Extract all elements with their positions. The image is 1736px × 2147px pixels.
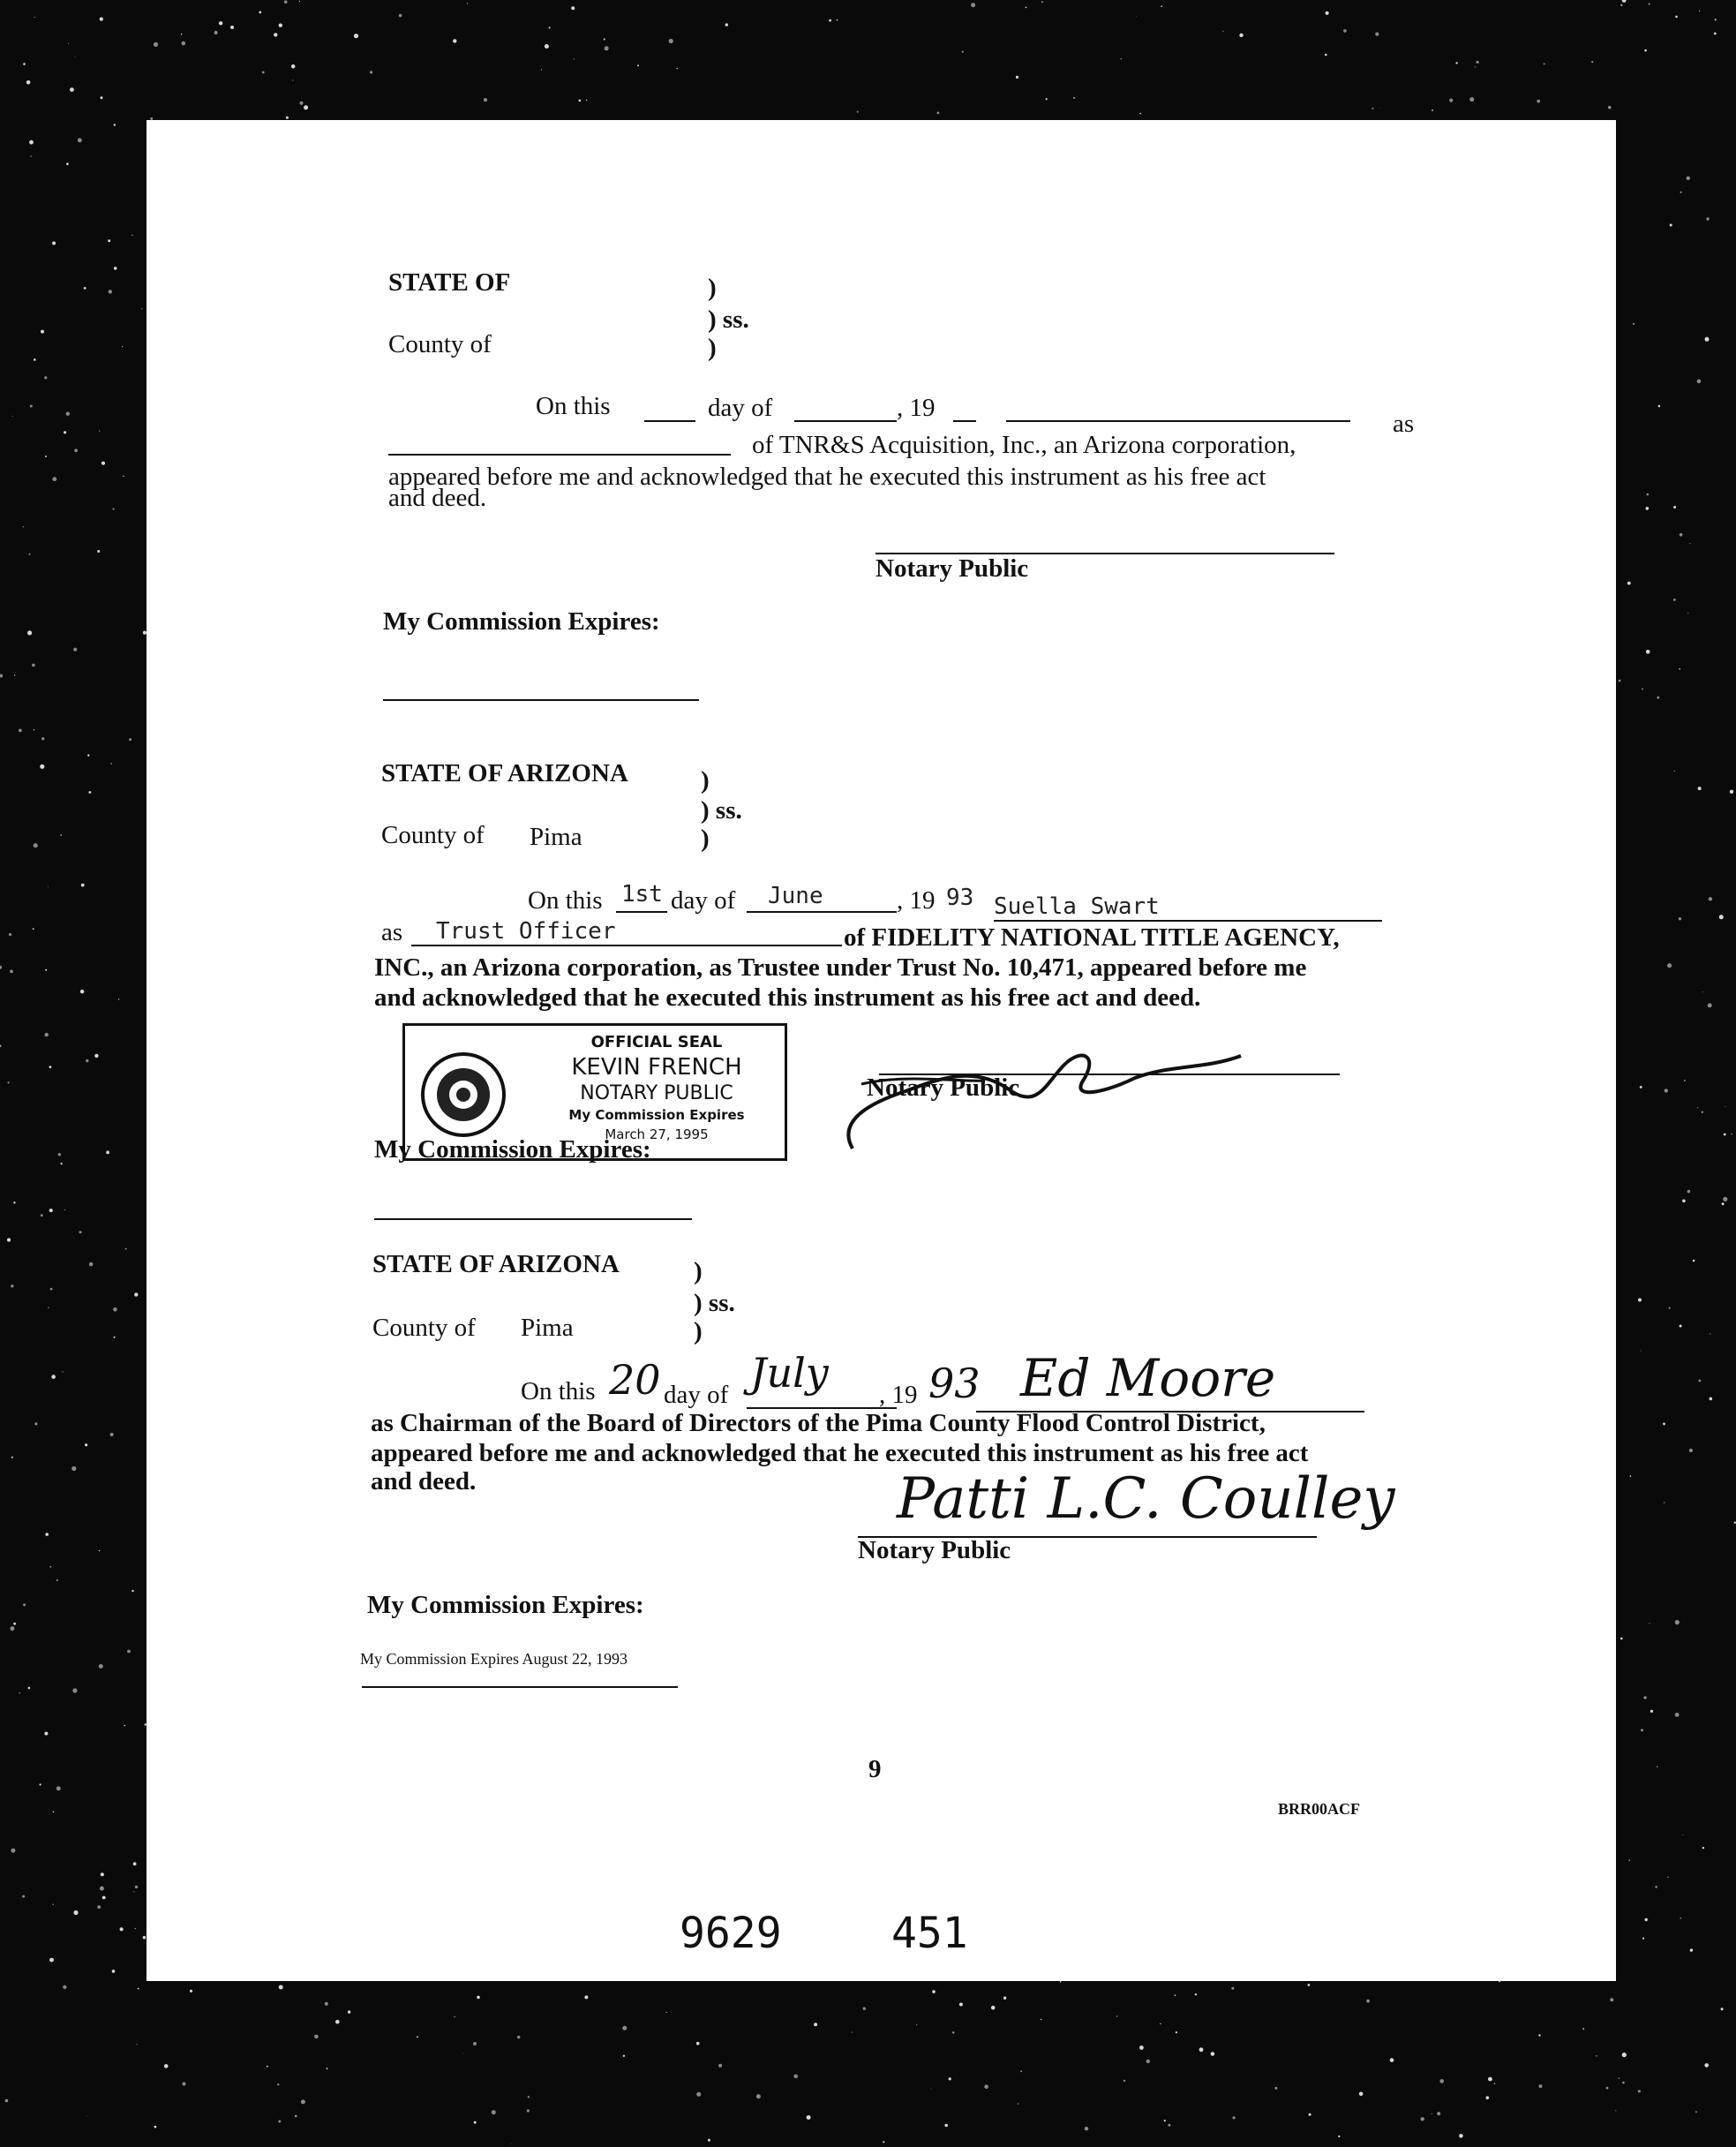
body-line: as Chairman of the Board of Directors of the Pima County Flood Control District, — [371, 1409, 1266, 1437]
county-of-label: County of — [388, 330, 492, 358]
paren: ) — [694, 1317, 703, 1345]
county-of-label: County of — [381, 821, 485, 849]
state-of-arizona-label: STATE OF ARIZONA — [372, 1250, 620, 1278]
notary-public-label: Notary Public — [876, 554, 1029, 583]
year-prefix: , 19 — [897, 394, 936, 422]
as-label: as — [1393, 410, 1415, 438]
on-this-label: On this — [528, 886, 603, 915]
day-of-label: day of — [664, 1381, 729, 1409]
on-this-label: On this — [521, 1377, 596, 1405]
body-line: and deed. — [388, 484, 487, 512]
body-line: of FIDELITY NATIONAL TITLE AGENCY, — [844, 923, 1340, 952]
notary-signature-patti: Patti L.C. Coulley — [897, 1466, 1395, 1532]
seal-expires-label: My Commission Expires — [568, 1107, 745, 1123]
body-line: and deed. — [371, 1467, 477, 1495]
notary-public-label: Notary Public — [858, 1536, 1011, 1564]
notary-public-label: Notary Public — [867, 1074, 1020, 1102]
state-of-label: STATE OF — [388, 268, 511, 297]
ss-label: ) ss. — [694, 1289, 735, 1317]
seal-expires-date: March 27, 1995 — [605, 1126, 709, 1142]
ss-label: ) ss. — [708, 305, 749, 334]
seal-notary-name: KEVIN FRENCH — [571, 1054, 742, 1081]
commission-blank — [383, 699, 699, 701]
month-blank — [794, 420, 897, 422]
commission-blank — [362, 1686, 678, 1688]
state-seal-emblem — [410, 1043, 516, 1141]
day-value: 20 — [609, 1356, 661, 1404]
day-value: 1st — [621, 881, 663, 908]
seal-heading: OFFICIAL SEAL — [590, 1033, 723, 1051]
paren: ) — [708, 334, 717, 362]
commission-expires-label: My Commission Expires: — [367, 1591, 644, 1619]
as-label: as — [381, 918, 403, 946]
ss-label: ) ss. — [701, 796, 742, 825]
day-blank — [644, 420, 695, 422]
name-blank — [994, 920, 1382, 922]
day-of-label: day of — [708, 394, 773, 422]
county-of-label: County of — [372, 1314, 476, 1342]
title-blank — [411, 945, 842, 946]
docket-number: 9629 — [680, 1909, 782, 1958]
year-prefix: , 19 — [879, 1381, 918, 1409]
day-of-label: day of — [671, 886, 736, 915]
year-prefix: , 19 — [897, 886, 936, 915]
name-value: Suella Swart — [994, 893, 1160, 920]
paren: ) — [708, 274, 717, 302]
paren: ) — [701, 766, 710, 795]
body-line: appeared before me and acknowledged that he executed this instrument as his free act — [371, 1439, 1309, 1467]
document-code: BRR00ACF — [1278, 1800, 1360, 1818]
page-reference: 451 — [891, 1909, 968, 1958]
on-this-label: On this — [536, 392, 611, 420]
title-blank — [388, 454, 731, 456]
month-blank — [747, 911, 897, 913]
page-number: 9 — [868, 1755, 882, 1783]
body-line: INC., an Arizona corporation, as Trustee under Trust No. 10,471, appeared before me — [374, 953, 1307, 982]
body-line: appeared before me and acknowledged that he executed this instrument as his free act — [388, 463, 1266, 491]
seal-role: NOTARY PUBLIC — [580, 1082, 733, 1104]
state-of-arizona-label: STATE OF ARIZONA — [381, 759, 628, 787]
name-value: Ed Moore — [1020, 1348, 1276, 1408]
year-blank — [953, 420, 976, 422]
commission-expires-label: My Commission Expires: — [383, 607, 660, 636]
paren: ) — [694, 1257, 703, 1285]
year-value: 93 — [946, 885, 974, 911]
month-value: July — [750, 1349, 829, 1397]
commission-blank — [374, 1218, 692, 1220]
county-name: Pima — [521, 1314, 574, 1342]
notary-signature-kevin-french — [800, 1029, 1435, 1188]
body-line: and acknowledged that he executed this instrument as his free act and deed. — [374, 983, 1201, 1012]
name-blank — [1006, 420, 1350, 422]
county-name: Pima — [530, 823, 582, 851]
title-value: Trust Officer — [436, 918, 616, 945]
day-blank — [616, 911, 667, 913]
month-value: June — [768, 883, 823, 909]
body-line: of TNR&S Acquisition, Inc., an Arizona corporation, — [752, 431, 1296, 459]
year-value: 93 — [928, 1360, 981, 1407]
commission-stamp: My Commission Expires August 22, 1993 — [360, 1650, 628, 1668]
commission-expires-label: My Commission Expires: — [374, 1135, 651, 1164]
document-page — [147, 120, 1616, 1981]
paren: ) — [701, 825, 710, 853]
